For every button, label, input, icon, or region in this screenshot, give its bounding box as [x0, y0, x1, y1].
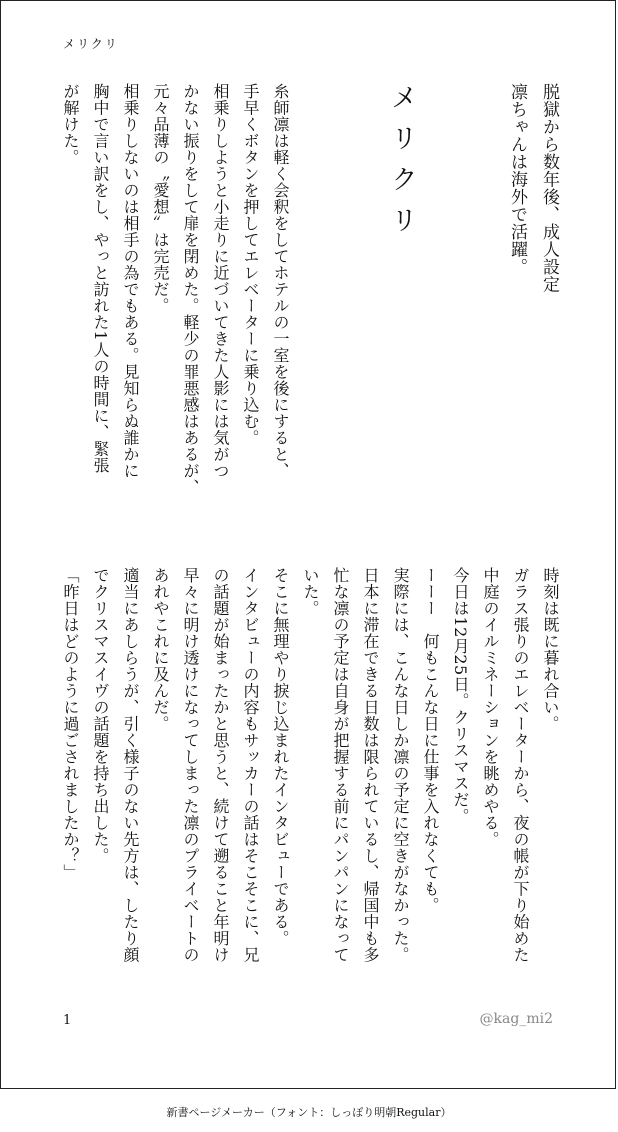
author-handle: @kag_mi2 [479, 1011, 553, 1027]
text-line: 忙な凛の予定は自身が把握する前にパンパンになって [331, 567, 350, 963]
text-line: ガラス張りのエレベーターから、夜の帳が下り始めた [511, 567, 530, 963]
page-number: 1 [63, 1013, 72, 1028]
text-line: が解けた。 [61, 83, 80, 166]
text-line: 相乗りしないのは相手の為でもある。見知らぬ誰かに [121, 83, 140, 479]
text-line: 相乗りしようと小走りに近づいてきた人影には気がつ [211, 83, 230, 479]
text-line: 「昨日はどのように過ごされましたか？」 [61, 567, 80, 881]
text-line: ーーー 何もこんな日に仕事を入れなくても。 [421, 567, 440, 914]
body-text-lower [55, 567, 565, 987]
setting-note [501, 83, 565, 333]
setting-line: 脱獄から数年後、成人設定 [539, 83, 559, 293]
text-line: いた。 [301, 567, 320, 617]
text-line: 胸中で言い訳をし、やっと訪れた1人の時間に、緊張 [91, 83, 110, 474]
text-line: そこに無理やり捩じ込まれたインタビューである。 [271, 567, 290, 947]
text-line: 早々に明け透けになってしまった凛のプライベートの [181, 567, 200, 963]
text-line: 元々品薄の〝愛想〟は完売だ。 [151, 83, 170, 314]
footer-credit: 新書ページメーカー（フォント：しっぽり明朝Regular） [166, 1106, 452, 1119]
text-line: でクリスマスイヴの話題を持ち出した。 [91, 567, 110, 864]
text-line: 実際には、こんな日しか凛の予定に空きがなかった。 [391, 567, 410, 963]
text-line: 適当にあしらうが、引く様子のない先方は、したり顔 [121, 567, 140, 963]
text-line: 今日は12月25日。クリスマスだ。 [451, 567, 470, 825]
text-line: 中庭のイルミネーションを眺めやる。 [481, 567, 500, 848]
chapter-title: メリクリ [386, 83, 417, 247]
text-line: インタビューの内容もサッカーの話はそこそこに、兄 [241, 567, 260, 963]
body-text-upper [55, 83, 295, 523]
text-line: 日本に滞在できる日数は限られているし、帰国中も多 [361, 567, 380, 963]
text-line: 糸師凛は軽く会釈をしてホテルの一室を後にすると、 [271, 83, 290, 479]
text-line: あれやこれに及んだ。 [151, 567, 170, 732]
setting-line: 凛ちゃんは海外で活躍。 [507, 83, 527, 276]
text-line: かない振りをして扉を閉めた。軽少の罪悪感はあるが、 [181, 83, 200, 496]
text-line: 時刻は既に暮れ合い。 [541, 567, 560, 732]
text-line: 手早くボタンを押してエレベーターに乗り込む。 [241, 83, 260, 446]
text-line: の話題が始まったかと思うと、続けて遡ること年明け [211, 567, 230, 963]
running-header: メリクリ [63, 37, 119, 51]
